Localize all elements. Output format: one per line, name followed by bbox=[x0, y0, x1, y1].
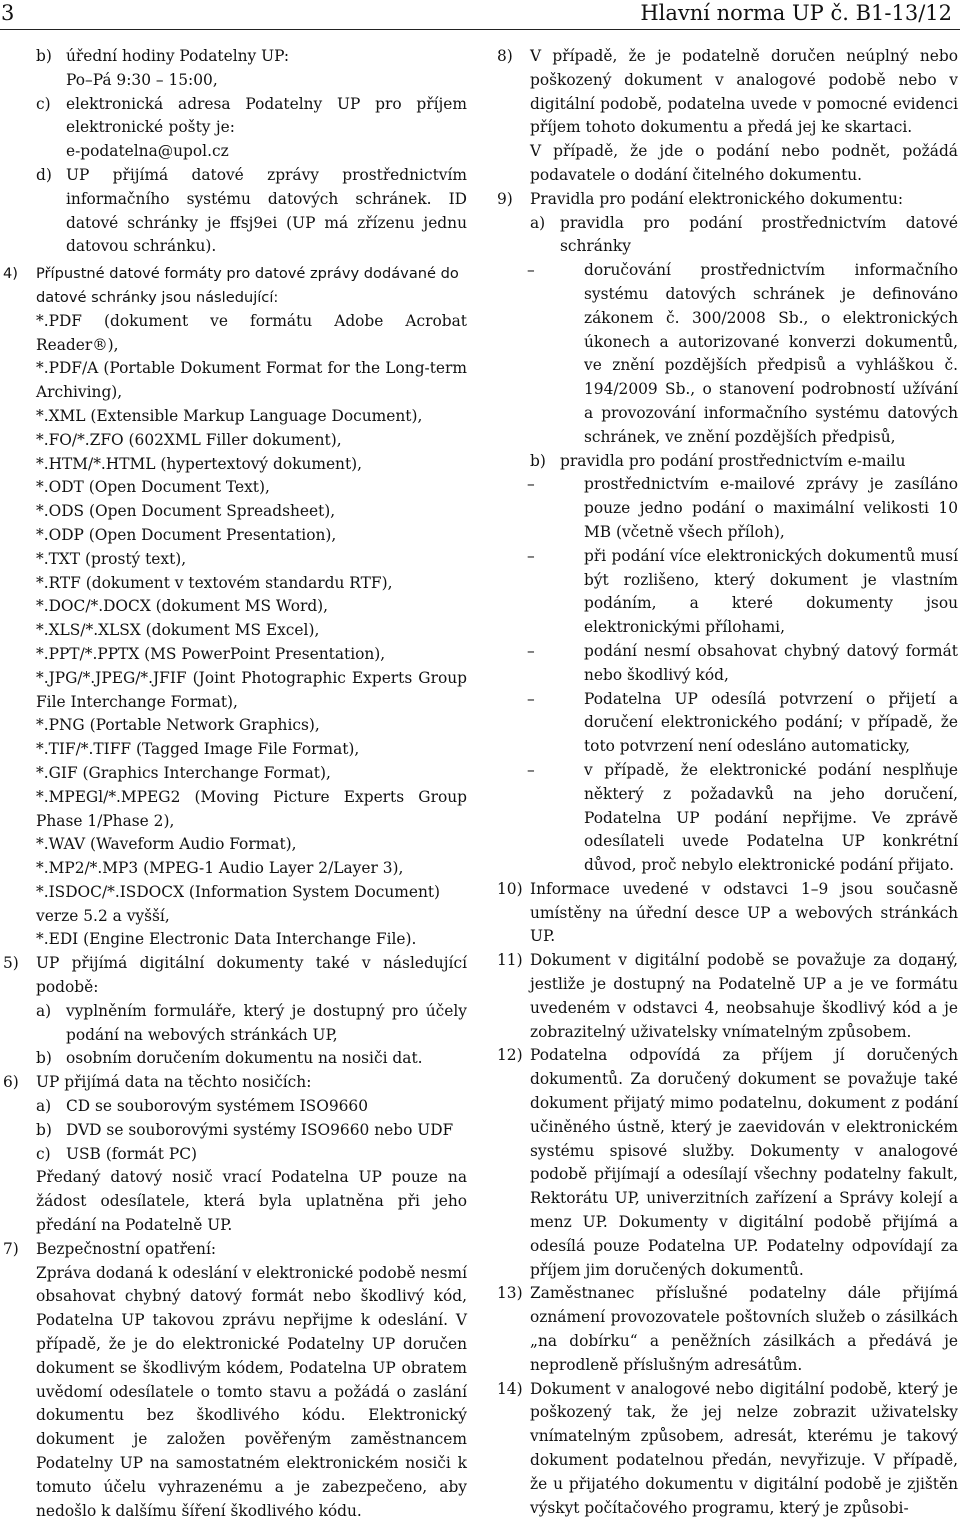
format-item: *.ODP (Open Document Presentation), bbox=[36, 525, 337, 544]
running-title: Hlavní norma UP č. B1-13/12 bbox=[640, 1, 952, 25]
page-header bbox=[0, 0, 960, 30]
right-column bbox=[497, 45, 958, 1517]
item-text: USB (formát PC) bbox=[66, 1144, 198, 1163]
format-item: *.ODS (Open Document Spreadsheet), bbox=[36, 502, 336, 521]
left-column bbox=[3, 45, 467, 1520]
item-c-email bbox=[36, 93, 467, 164]
item-text: osobním doručením dokumentu na nosiči dat. bbox=[66, 1049, 423, 1068]
item-text: Po–Pá 9:30 – 15:00, bbox=[66, 70, 218, 89]
dash-mark: – bbox=[527, 261, 535, 280]
format-item: *.MPEGl/*.MPEG2 (Moving Picture Experts Group Phase 1/Phase 2), bbox=[36, 787, 467, 830]
item-label: b) bbox=[36, 1049, 52, 1068]
paragraph-12 bbox=[497, 1044, 958, 1282]
paragraph-6 bbox=[3, 1071, 467, 1238]
paragraph-body: Zpráva dodaná k odeslání v elektronické podobě nesmí obsahovat chybný datový formát nebo škodlivý kód, Podatelna UP takovou zprávu nepřijme k odeslání. V případě, že je do elektronické Podatelny UP doručen dokument se škodlivým kódem, Podatelna UP obratem uvědomí odesílatele o tomto stavu a požádá o zaslání dokumentu bez škodlivého kódu. Elektronický dokument je založen pověřeným zaměstnancem Podatelny UP na samostatném elektronickém nosiči k tomuto účelu vyhrazenému a je zabezpečeno, aby nedošlo k dalšímu šíření škodlivého kódu. bbox=[36, 1263, 467, 1520]
paragraph-number: 14) bbox=[497, 1379, 523, 1398]
subitem-b bbox=[530, 450, 958, 474]
item-text: elektronická adresa Podatelny UP pro příjem elektronické pošty je: bbox=[66, 94, 467, 137]
format-item: *.JPG/*.JPEG/*.JFIF (Joint Photographic Experts Group File Interchange Format), bbox=[36, 668, 467, 711]
paragraph-number: 13) bbox=[497, 1284, 523, 1303]
format-item: *.PPT/*.PPTX (MS PowerPoint Presentation), bbox=[36, 644, 386, 663]
format-item: *.TIF/*.TIFF (Tagged Image File Format), bbox=[36, 740, 360, 759]
dash-item bbox=[527, 688, 958, 759]
format-item: *.RTF (dokument v textovém standardu RTF), bbox=[36, 573, 393, 592]
subitem-b bbox=[36, 1047, 467, 1071]
format-item: *.XML (Extensible Markup Language Document), bbox=[36, 406, 423, 425]
paragraph-13 bbox=[497, 1282, 958, 1377]
paragraph-number: 8) bbox=[497, 47, 513, 65]
paragraph-8 bbox=[497, 45, 958, 188]
dash-mark: – bbox=[527, 546, 535, 565]
dash-mark: – bbox=[527, 475, 535, 494]
subitem-a bbox=[530, 212, 958, 260]
email-address: e-podatelna@upol.cz bbox=[66, 142, 229, 161]
paragraph-11 bbox=[497, 949, 958, 1044]
item-text: UP přijímá datové zprávy prostřednictvím informačního systému datových schránek. ID datové schránky je ffsj9ei (UP má zřízenu jednu datovou schránku). bbox=[66, 165, 467, 256]
format-item: *.XLS/*.XLSX (dokument MS Excel), bbox=[36, 621, 320, 640]
paragraph-text: Pravidla pro podání elektronického dokumentu: bbox=[530, 189, 904, 208]
format-item: *.EDI (Engine Electronic Data Interchange File). bbox=[36, 930, 417, 949]
item-d-databox bbox=[36, 164, 467, 259]
dash-item bbox=[527, 759, 958, 878]
paragraph-number: 12) bbox=[497, 1046, 523, 1065]
paragraph-text: Podatelna odpovídá za příjem jí doručených dokumentů. Za doručený dokument se považuje také dokument přijatý mimo podatelnu, dokument z podání učiněného ústně, který je zaevidován v elektronickém systému spisové služby. Dokumenty v analogové podobě přijímají a odesílají všechny podatelny fakult, Rektorátu UP, univerzitních zařízení a Správy kolejí a menz UP. Dokumenty v digitální podobě přijímá a odesílá pouze Podatelna UP. Podatelny odpovídají za příjem jim doručených dokumentů. bbox=[530, 1046, 958, 1279]
item-label: b) bbox=[530, 451, 546, 470]
dash-mark: – bbox=[527, 760, 535, 779]
dash-item bbox=[527, 259, 958, 449]
subitem-c bbox=[36, 1143, 467, 1167]
paragraph-text: UP přijímá digitální dokumenty také v následující podobě: bbox=[36, 954, 467, 997]
dash-text: prostřednictvím e-mailové zprávy je zasíláno pouze jedno podání o maximální velikosti 10 MB (včetně všech příloh), bbox=[584, 475, 958, 541]
paragraph-9 bbox=[497, 188, 958, 878]
item-label: a) bbox=[36, 1001, 52, 1020]
format-list bbox=[36, 310, 467, 953]
paragraph-4 bbox=[3, 262, 467, 310]
paragraph-14 bbox=[497, 1378, 958, 1521]
format-item: *.HTM/*.HTML (hypertextový dokument), bbox=[36, 454, 363, 473]
paragraph-text: Dokument v digitální podobě se považuje za doданý, jestliže je dostupný na Podatelně UP a je ve formátu uvedeném v odstavci 4, neobsahuje škodlivý kód a je zobrazitelný uživatelsky vnímatelným způsobem. bbox=[530, 951, 958, 1041]
dash-item bbox=[527, 545, 958, 640]
format-item: *.PNG (Portable Network Graphics), bbox=[36, 716, 320, 735]
dash-text: doručování prostřednictvím informačního systému datových schránek je definováno zákonem č. 300/2008 Sb., o elektronických úkonech a autorizované konverzi dokumentů, ve znění pozdějších předpisů a vyhláškou č. 194/2009 Sb., o stanovení podrobností užívání a provozování informačního systému datových schránek, ve znění pozdějších předpisů, bbox=[584, 261, 958, 446]
paragraph-number: 5) bbox=[3, 954, 19, 973]
paragraph-text: Přípustné datové formáty pro datové zprávy dodávané do datové schránky jsou následující: bbox=[36, 265, 459, 306]
dash-text: v případě, že elektronické podání nesplňuje některý z požadavků na jeho doručení, Podatelna UP podání nepřijme. Ve zprávě odesílateli uvede Podatelna UP konkrétní důvod, proč nebylo elektronické podání přijato. bbox=[584, 760, 958, 875]
item-b-office-hours bbox=[36, 45, 467, 93]
paragraph-text: Zaměstnanec příslušné podatelny dále přijímá oznámení provozovatele poštovních služeb o zásilkách „na dobírku“ a peněžních zásilkách a předává je neprodleně příslušným adresátům. bbox=[530, 1284, 958, 1374]
dash-text: při podání více elektronických dokumentů musí být rozlišeno, který dokument je vlastním podáním, a které dokumenty jsou elektronickými přílohami, bbox=[584, 546, 958, 637]
format-item: *.MP2/*.MP3 (MPEG-1 Audio Layer 2/Layer 3), bbox=[36, 859, 404, 878]
paragraph-text: UP přijímá data na těchto nosičích: bbox=[36, 1073, 312, 1092]
page-number: 3 bbox=[1, 1, 15, 25]
dash-mark: – bbox=[527, 689, 535, 708]
item-label: c) bbox=[36, 1144, 51, 1163]
subitem-b bbox=[36, 1119, 467, 1143]
paragraph-text: Dokument v analogové nebo digitální podobě, který je poškozený tak, že jej nelze zobrazit uživatelsky vnímatelným způsobem, adresát, kterému je takový dokument podatelnou předán, nevyřizuje. V případě, že u přijatého dokumentu v digitální podobě je zjištěn výskyt počítačového programu, který je způsobi- bbox=[530, 1379, 958, 1517]
dash-text: Podatelna UP odesílá potvrzení o přijetí a doručení elektronického podání; v případě, že toto potvrzení není odesláno automaticky, bbox=[584, 689, 958, 756]
item-label: d) bbox=[36, 165, 52, 184]
item-text: pravidla pro podání prostřednictvím e-mailu bbox=[560, 451, 906, 470]
format-item: *.ISDOC/*.ISDOCX (Information System Document) verze 5.2 a vyšší, bbox=[36, 882, 441, 925]
format-item: *.PDF (dokument ve formátu Adobe Acrobat Reader®), bbox=[36, 311, 467, 354]
item-text: úřední hodiny Podatelny UP: bbox=[66, 47, 290, 65]
item-text: DVD se souborovými systémy ISO9660 nebo UDF bbox=[66, 1120, 454, 1139]
paragraph-text: V případě, že jde o podání nebo podnět, požádá podavatele o dodání čitelného dokumentu. bbox=[530, 142, 958, 184]
paragraph-number: 4) bbox=[3, 265, 18, 283]
paragraph-7 bbox=[3, 1238, 467, 1523]
dash-item bbox=[527, 640, 958, 688]
dash-mark: – bbox=[527, 641, 535, 660]
format-item: *.WAV (Waveform Audio Format), bbox=[36, 835, 297, 854]
paragraph-number: 9) bbox=[497, 189, 513, 208]
subitem-a bbox=[36, 1000, 467, 1048]
format-item: *.PDF/A (Portable Dokument Format for the Long-term Archiving), bbox=[36, 359, 467, 402]
paragraph-text: Informace uvedené v odstavci 1–9 jsou současně umístěny na úřední desce UP a webových stránkách UP. bbox=[530, 879, 958, 946]
dash-item bbox=[527, 473, 958, 544]
item-label: c) bbox=[36, 94, 51, 113]
paragraph-number: 6) bbox=[3, 1073, 19, 1092]
paragraph-number: 7) bbox=[3, 1239, 19, 1258]
item-label: a) bbox=[530, 213, 546, 232]
format-item: *.DOC/*.DOCX (dokument MS Word), bbox=[36, 597, 329, 616]
item-label: a) bbox=[36, 1097, 52, 1116]
dash-text: podání nesmí obsahovat chybný datový formát nebo škodlivý kód, bbox=[584, 641, 958, 684]
item-label: b) bbox=[36, 47, 52, 65]
paragraph-text: Bezpečnostní opatření: bbox=[36, 1239, 217, 1258]
paragraph-10 bbox=[497, 878, 958, 949]
paragraph-number: 10) bbox=[497, 879, 523, 898]
format-item: *.TXT (prostý text), bbox=[36, 549, 187, 568]
subitem-a bbox=[36, 1095, 467, 1119]
format-item: *.ODT (Open Document Text), bbox=[36, 478, 270, 497]
paragraph-5 bbox=[3, 952, 467, 1071]
item-text: vyplněním formuláře, který je dostupný pro účely podání na webových stránkách UP, bbox=[66, 1001, 467, 1044]
paragraph-text: V případě, že je podatelně doručen neúplný nebo poškozený dokument v analogové podobě nebo v digitální podobě, podatelna uvede v pomocné evidenci příjem tohoto dokumentu a předá jej ke skartaci. bbox=[530, 47, 958, 137]
format-item: *.FO/*.ZFO (602XML Filler dokument), bbox=[36, 430, 342, 449]
item-text: pravidla pro podání prostřednictvím datové schránky bbox=[560, 213, 958, 256]
item-text: CD se souborovým systémem ISO9660 bbox=[66, 1097, 368, 1116]
format-item: *.GIF (Graphics Interchange Format), bbox=[36, 763, 331, 782]
paragraph-note: Předaný datový nosič vrací Podatelna UP pouze na žádost odesílatele, která byla uplatněna při jeho předání na Podatelně UP. bbox=[36, 1168, 467, 1235]
item-label: b) bbox=[36, 1120, 52, 1139]
paragraph-number: 11) bbox=[497, 951, 523, 970]
